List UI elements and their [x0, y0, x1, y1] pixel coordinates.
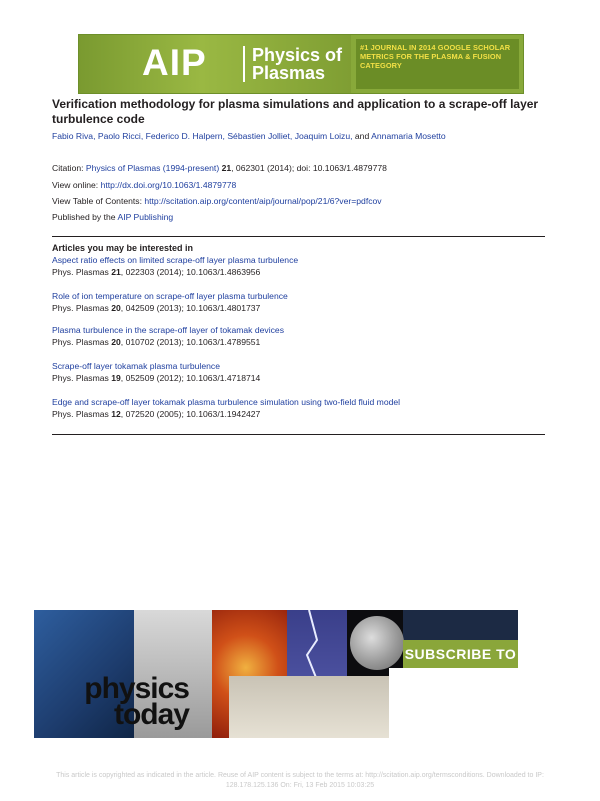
- related-article: [52, 325, 552, 348]
- toc-link[interactable]: http://scitation.aip.org/content/aip/journal/pop/21/6?ver=pdfcov: [144, 196, 382, 206]
- toc-label: View Table of Contents:: [52, 196, 142, 206]
- view-online-line: [52, 180, 552, 190]
- author-link[interactable]: Fabio Riva: [52, 131, 94, 141]
- citation-label: Citation:: [52, 163, 84, 173]
- author-link[interactable]: Paolo Ricci: [97, 131, 141, 141]
- related-article: [52, 255, 552, 278]
- divider-top: [52, 236, 545, 237]
- subscribe-banner[interactable]: SUBSCRIBE TO: [403, 640, 518, 668]
- ranking-badge: [356, 39, 519, 89]
- author-link[interactable]: Joaquim Loizu: [294, 131, 351, 141]
- copyright-footer: [20, 771, 580, 791]
- publisher-link[interactable]: AIP Publishing: [117, 212, 174, 222]
- citation-line: [52, 163, 552, 173]
- journal-name: Physics of Plasmas: [252, 45, 343, 83]
- related-article: [52, 291, 552, 314]
- related-article: [52, 397, 552, 420]
- view-online-label: View online:: [52, 180, 99, 190]
- related-article-title[interactable]: Plasma turbulence in the scrape-off layer of tokamak devices: [52, 325, 284, 335]
- ranking-text: #1 JOURNAL IN 2014 GOOGLE SCHOLAR METRICS FOR THE PLASMA & FUSION CATEGORY: [360, 43, 511, 70]
- physics-today-ad[interactable]: [34, 610, 518, 738]
- journal-banner[interactable]: [78, 34, 524, 94]
- author-link[interactable]: Federico D. Halpern: [145, 131, 223, 141]
- author-link[interactable]: Annamaria Mosetto: [371, 131, 446, 141]
- citation-journal-link[interactable]: Physics of Plasmas (1994-present): [85, 163, 220, 173]
- article-title: Verification methodology for plasma simulations and application to a scrape-off layer turbulence code: [52, 97, 539, 126]
- moon-icon: [350, 616, 404, 670]
- related-article-ref: Phys. Plasmas 12, 072520 (2005); 10.1063/1.1942427: [52, 408, 261, 419]
- related-article-ref: Phys. Plasmas 20, 042509 (2013); 10.1063/1.4801737: [52, 302, 261, 313]
- footer-line-2: 128.178.125.136 On: Fri, 13 Feb 2015 10:03:25: [225, 782, 375, 789]
- related-article-title[interactable]: Role of ion temperature on scrape-off layer plasma turbulence: [52, 291, 288, 301]
- toc-line: [52, 196, 552, 206]
- related-heading: Articles you may be interested in: [52, 243, 194, 253]
- author-link[interactable]: Sébastien Jolliet: [227, 131, 290, 141]
- published-line: [52, 212, 552, 222]
- aip-logo: [79, 35, 351, 93]
- logo-divider: [243, 46, 245, 82]
- citation-volume: 21: [221, 163, 232, 173]
- doi-link[interactable]: http://dx.doi.org/10.1063/1.4879778: [100, 180, 237, 190]
- related-article-ref: Phys. Plasmas 19, 052509 (2012); 10.1063/1.4718714: [52, 372, 261, 383]
- publisher-wordmark: AIP: [142, 42, 207, 83]
- related-article-ref: Phys. Plasmas 21, 022303 (2014); 10.1063/1.4863956: [52, 266, 261, 277]
- physics-today-logo-box: [389, 668, 518, 738]
- divider-bottom: [52, 434, 545, 435]
- related-article-ref: Phys. Plasmas 20, 010702 (2013); 10.1063/1.4789551: [52, 336, 261, 347]
- related-article-title[interactable]: Aspect ratio effects on limited scrape-off layer plasma turbulence: [52, 255, 299, 265]
- citation-details: , 062301 (2014); doi: 10.1063/1.4879778: [231, 163, 387, 173]
- author-conjunction: and: [354, 131, 370, 141]
- related-article-title[interactable]: Scrape-off layer tokamak plasma turbulence: [52, 361, 220, 371]
- published-label: Published by the: [52, 212, 116, 222]
- physics-today-logo: physics today: [84, 672, 189, 731]
- ad-person-image: [229, 676, 389, 738]
- related-article-title[interactable]: Edge and scrape-off layer tokamak plasma turbulence simulation using two-field fluid model: [52, 397, 401, 407]
- author-list: Fabio Riva, Paolo Ricci, Federico D. Halpern, Sébastien Jolliet, Joaquim Loizu, and Annamaria Mosetto: [52, 131, 446, 141]
- footer-line-1: This article is copyrighted as indicated in the article. Reuse of AIP content is subject to the terms at: http://scitation.aip.org/termsconditions. Downloaded to IP:: [56, 772, 544, 779]
- related-article: [52, 361, 552, 384]
